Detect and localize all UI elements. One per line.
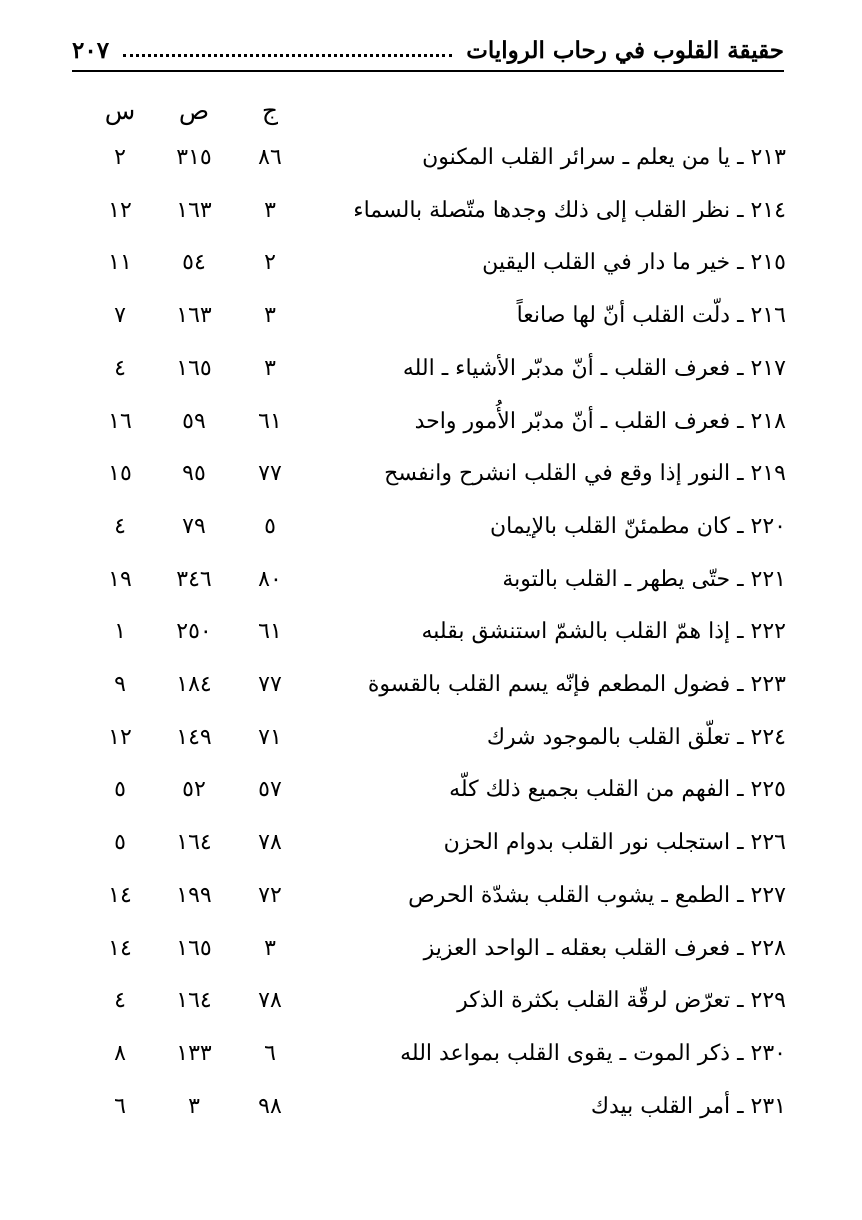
line-number: ١١ — [108, 250, 132, 276]
line-number: ١٢ — [108, 197, 132, 223]
volume-number: ٧٧ — [258, 672, 282, 697]
line-number: ٦ — [114, 1093, 126, 1119]
page-ref: ١٩٩ — [176, 882, 212, 908]
line-number: ٥ — [114, 830, 126, 856]
volume-number: ٣ — [264, 935, 276, 961]
index-row — [0, 975, 862, 1027]
entry-title: ٢٢٣ ـ فضول المطعم فإنّه يسم القلب بالقسوة — [367, 672, 786, 697]
entry-title: ٢١٨ ـ فعرف القلب ـ أنّ مدبّر الأُمور واحد — [414, 408, 786, 434]
entry-title: ٢٢٤ ـ تعلّق القلب بالموجود شرك — [486, 724, 786, 750]
volume-number: ٨٠ — [258, 566, 282, 592]
line-number: ١٥ — [108, 461, 132, 487]
index-row — [0, 554, 862, 606]
line-number: ٧ — [114, 303, 126, 329]
page-ref: ١٦٥ — [176, 355, 212, 381]
column-header-s: ص — [178, 96, 210, 125]
line-number: ١ — [114, 619, 126, 645]
page-ref: ١٨٤ — [176, 672, 212, 697]
line-number: ١٦ — [108, 408, 132, 434]
line-number: ١٤ — [108, 935, 132, 961]
page-ref: ٥٤ — [182, 250, 206, 276]
column-header-sa: س — [104, 96, 136, 125]
entry-title: ٢١٧ ـ فعرف القلب ـ أنّ مدبّر الأشياء ـ الله — [402, 355, 786, 381]
line-number: ١٢ — [108, 724, 132, 750]
line-number: ٤ — [114, 355, 126, 381]
volume-number: ٧١ — [258, 724, 282, 750]
index-row — [0, 870, 862, 922]
page-ref: ١٤٩ — [176, 724, 212, 750]
page-ref: ١٦٤ — [176, 830, 212, 856]
volume-number: ٣ — [264, 303, 276, 329]
volume-number: ٣ — [264, 197, 276, 223]
index-row — [0, 132, 862, 184]
running-header — [72, 30, 784, 72]
page-ref: ١٣٣ — [176, 1040, 212, 1066]
entry-title: ٢١٩ ـ النور إذا وقع في القلب انشرح وانفسح — [384, 461, 786, 487]
entry-title: ٢٢٩ ـ تعرّض لرقّة القلب بكثرة الذكر — [457, 988, 786, 1014]
index-row — [0, 764, 862, 816]
volume-number: ٧٨ — [258, 988, 282, 1014]
entry-title: ٢٢٠ ـ كان مطمئنّ القلب بالإيمان — [489, 513, 786, 539]
page-ref: ٣٤٦ — [176, 566, 212, 592]
entry-title: ٢٢٢ ـ إذا همّ القلب بالشمّ استنشق بقلبه — [421, 619, 786, 645]
index-row — [0, 817, 862, 869]
page-ref: ١٦٤ — [176, 988, 212, 1014]
page-ref: ١٦٣ — [176, 303, 212, 329]
index-row — [0, 1028, 862, 1080]
volume-number: ٨٦ — [258, 145, 282, 170]
page-ref: ٢٥٠ — [176, 619, 212, 645]
entry-title: ٢٢٨ ـ فعرف القلب بعقله ـ الواحد العزيز — [423, 935, 786, 961]
volume-number: ٩٨ — [258, 1093, 282, 1119]
volume-number: ٧٢ — [258, 882, 282, 908]
entry-title: ٢١٤ ـ نظر القلب إلى ذلك وجدها متّصلة بالسماء — [353, 197, 786, 223]
entry-title: ٢٣١ ـ أمر القلب بيدك — [590, 1093, 786, 1119]
index-row — [0, 396, 862, 448]
index-row — [0, 343, 862, 395]
entry-title: ٢٢٥ ـ الفهم من القلب بجميع ذلك كلّه — [449, 777, 786, 803]
page-number: ٢٠٧ — [72, 36, 110, 64]
volume-number: ٧٨ — [258, 830, 282, 856]
line-number: ٩ — [114, 672, 126, 697]
page-ref: ١٦٥ — [176, 935, 212, 961]
line-number: ٤ — [114, 513, 126, 539]
leader-dots — [123, 52, 452, 57]
volume-number: ٥٧ — [258, 777, 282, 803]
volume-number: ٦١ — [258, 408, 282, 434]
page-ref: ٩٥ — [182, 461, 206, 487]
page-ref: ٧٩ — [182, 513, 206, 539]
entry-title: ٢١٣ ـ يا من يعلم ـ سرائر القلب المكنون — [422, 145, 786, 170]
line-number: ٥ — [114, 777, 126, 803]
index-row — [0, 712, 862, 764]
line-number: ٨ — [114, 1040, 126, 1066]
line-number: ١٩ — [108, 566, 132, 592]
page-ref: ٥٢ — [182, 777, 206, 803]
index-row — [0, 237, 862, 289]
entry-title: ٢١٥ ـ خير ما دار في القلب اليقين — [482, 250, 786, 276]
page-ref: ١٦٣ — [176, 197, 212, 223]
index-row — [0, 185, 862, 237]
index-row — [0, 448, 862, 500]
index-row — [0, 659, 862, 711]
volume-number: ٦ — [264, 1040, 276, 1066]
volume-number: ٦١ — [258, 619, 282, 645]
index-row — [0, 501, 862, 553]
entry-title: ٢٣٠ ـ ذكر الموت ـ يقوى القلب بمواعد الله — [400, 1040, 786, 1066]
entry-title: ٢٢٦ ـ استجلب نور القلب بدوام الحزن — [443, 830, 786, 856]
index-row — [0, 606, 862, 658]
column-header-j: ج — [261, 96, 279, 125]
line-number: ١٤ — [108, 882, 132, 908]
index-row — [0, 290, 862, 342]
page-ref: ٣١٥ — [176, 145, 212, 170]
line-number: ٤ — [114, 988, 126, 1014]
volume-number: ٥ — [264, 513, 276, 539]
page-ref: ٣ — [188, 1093, 200, 1119]
entry-title: ٢١٦ ـ دلّت القلب أنّ لها صانعاً — [516, 303, 786, 329]
entry-title: ٢٢١ ـ حتّى يطهر ـ القلب بالتوبة — [502, 566, 786, 592]
entry-title: ٢٢٧ ـ الطمع ـ يشوب القلب بشدّة الحرص — [408, 882, 786, 908]
running-title: حقيقة القلوب في رحاب الروايات — [466, 36, 784, 64]
volume-number: ٢ — [264, 250, 276, 276]
volume-number: ٧٧ — [258, 461, 282, 487]
index-row — [0, 923, 862, 975]
volume-number: ٣ — [264, 355, 276, 381]
page-ref: ٥٩ — [182, 408, 206, 434]
line-number: ٢ — [114, 145, 126, 170]
index-row — [0, 1081, 862, 1133]
